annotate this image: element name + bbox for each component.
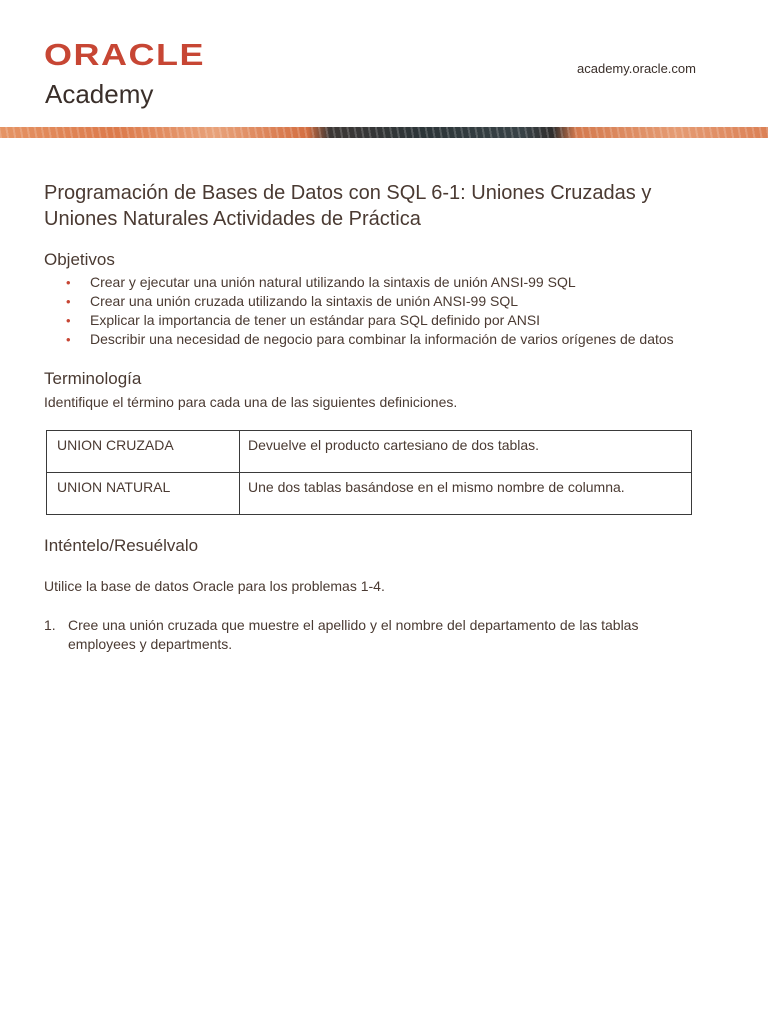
bullet-icon: • [66,313,71,328]
list-item: • Describir una necesidad de negocio para combinar la información de varios orígenes de datos [66,331,674,347]
academy-wordmark: Academy [45,79,154,109]
oracle-logo: ORACLE [44,37,205,72]
objectives-list [66,273,674,349]
list-item: • Crear una unión cruzada utilizando la sintaxis de unión ANSI-99 SQL [66,293,519,309]
definition-cell: Une dos tablas basándose en el mismo nombre de columna. [240,473,692,515]
definition-cell: Devuelve el producto cartesiano de dos tablas. [240,431,692,473]
site-url: academy.oracle.com [577,61,696,76]
list-item: • Crear y ejecutar una unión natural utilizando la sintaxis de unión ANSI-99 SQL [66,274,576,290]
list-item: • Explicar la importancia de tener un estándar para SQL definido por ANSI [66,312,541,328]
bullet-icon: • [66,294,71,309]
bullet-icon: • [66,332,71,347]
problem-number: 1. [44,617,56,633]
problem-item [44,616,704,654]
terminology-intro: Identifique el término para cada una de las siguientes definiciones. [44,394,458,410]
document-title: Programación de Bases de Datos con SQL 6-1: Uniones Cruzadas y Uniones Naturales Actividades de Práctica [44,182,652,230]
objectives-heading: Objetivos [44,250,115,269]
term-cell: UNION NATURAL [47,473,240,515]
terminology-heading: Terminología [44,369,142,388]
table-row [47,431,692,473]
terminology-table [46,430,692,515]
problem-text: Cree una unión cruzada que muestre el apellido y el nombre del departamento de las tablas employees y departments. [68,617,639,652]
table-row [47,473,692,515]
term-cell: UNION CRUZADA [47,431,240,473]
decorative-banner [0,127,768,138]
practice-intro: Utilice la base de datos Oracle para los problemas 1-4. [44,578,385,594]
practice-heading: Inténtelo/Resuélvalo [44,536,199,555]
bullet-icon: • [66,275,71,290]
